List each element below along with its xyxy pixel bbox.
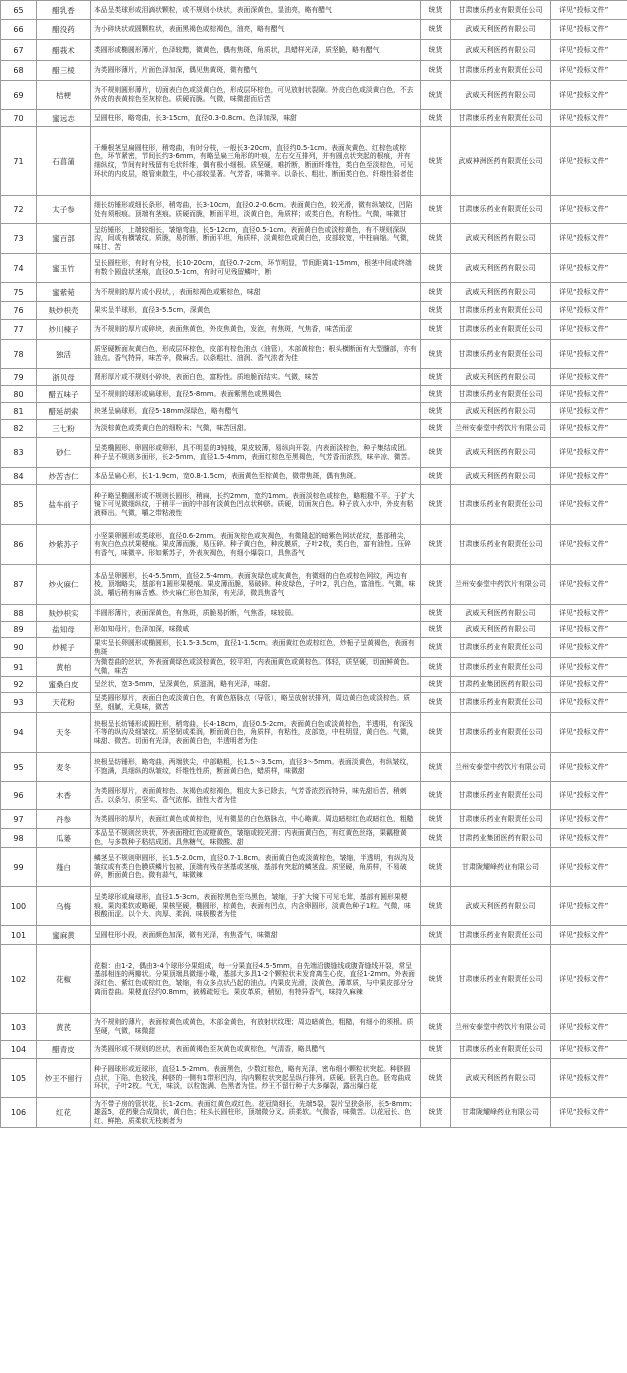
- supplier-cell: 甘肃康乐药业有限责任公司: [451, 693, 551, 713]
- description-cell: 半圆形薄片，表面深黄色，有焦斑，质脆易折断，气焦香，味较弱。: [91, 605, 421, 622]
- description-cell: 呈圆柱形小段，表面颜色加深，微有光泽，有焦香气，味微甜: [91, 926, 421, 945]
- herb-name-cell: 麸炒枳壳: [37, 302, 91, 320]
- note-cell: 详见“投标文件”: [551, 810, 627, 829]
- herb-name-cell: 浙贝母: [37, 369, 91, 386]
- row-number-cell: 83: [1, 438, 37, 468]
- herb-name-cell: 醋没药: [37, 20, 91, 40]
- herb-name-cell: 麸炒枳实: [37, 605, 91, 622]
- grade-cell: 统货: [421, 638, 451, 658]
- herb-name-cell: 炒苦杏仁: [37, 468, 91, 485]
- grade-cell: 统货: [421, 848, 451, 887]
- description-cell: 为类圆形厚片，表面黄棕色、灰褐色或棕褐色，粗皮大多已除去，气芳香浓烈而特异，味先甜后苦，稍刺舌。以条匀、质坚实、香气浓郁、油性大者为佳: [91, 782, 421, 810]
- note-cell: 详见“投标文件”: [551, 468, 627, 485]
- herb-name-cell: 天冬: [37, 713, 91, 753]
- row-number-cell: 82: [1, 420, 37, 438]
- note-cell: 详见“投标文件”: [551, 254, 627, 283]
- herb-name-cell: 砂仁: [37, 438, 91, 468]
- row-number-cell: 86: [1, 525, 37, 565]
- grade-cell: 统货: [421, 887, 451, 926]
- herb-name-cell: 黄柏: [37, 658, 91, 677]
- note-cell: 详见“投标文件”: [551, 302, 627, 320]
- description-cell: 呈不规则的球形或扁球形，直径5-8mm。表面紫黑色或黑褐色: [91, 386, 421, 403]
- table-row: [1, 945, 627, 1014]
- table-row: [1, 810, 627, 829]
- supplier-cell: 兰州安泰堂中药饮片有限公司: [451, 420, 551, 438]
- herb-name-cell: 黄芪: [37, 1014, 91, 1041]
- row-number-cell: 85: [1, 485, 37, 525]
- supplier-cell: 甘肃康乐药业有限责任公司: [451, 926, 551, 945]
- table-row: [1, 829, 627, 848]
- supplier-cell: 甘肃康乐药业有限责任公司: [451, 196, 551, 224]
- table-row: [1, 438, 627, 468]
- row-number-cell: 102: [1, 945, 37, 1014]
- table-row: [1, 420, 627, 438]
- table-row: [1, 1098, 627, 1128]
- row-number-cell: 71: [1, 127, 37, 196]
- herb-name-cell: 蜜紫菀: [37, 283, 91, 302]
- grade-cell: 统货: [421, 254, 451, 283]
- row-number-cell: 84: [1, 468, 37, 485]
- supplier-cell: 甘肃康乐药业有限责任公司: [451, 485, 551, 525]
- description-cell: 呈长圆柱形，有时有分枝，长10-20cm，直径0.7-2cm，环节明显，节间距离1-15mm，根茎中间或终端有数个圆盘状茎痕，直径0.5-1cm，有时可见残留鳞叶，断: [91, 254, 421, 283]
- supplier-cell: 甘肃药业集团医药有限公司: [451, 677, 551, 693]
- supplier-cell: 甘肃康乐药业有限责任公司: [451, 713, 551, 753]
- table-row: [1, 1059, 627, 1098]
- row-number-cell: 105: [1, 1059, 37, 1098]
- table-row: [1, 320, 627, 340]
- note-cell: 详见“投标文件”: [551, 320, 627, 340]
- note-cell: 详见“投标文件”: [551, 945, 627, 1014]
- note-cell: 详见“投标文件”: [551, 605, 627, 622]
- description-cell: 本品呈不规则丝块状，外表面橙红色或橙黄色，皱缩或较光滑；内表面黄白色，有红黄色丝络，果瓤橙黄色，与多数种子粘结成团。具焦糖气，味微酸、甜: [91, 829, 421, 848]
- table-body: [1, 1, 627, 1128]
- description-cell: 呈类圆形厚片，表面白色或淡黄白色，有黄色筋脉点（导管），略呈放射状排列，周边黄白色或淡棕色。质坚，细腻，无臭味，微苦: [91, 693, 421, 713]
- supplier-cell: 甘肃康乐药业有限责任公司: [451, 638, 551, 658]
- table-row: [1, 254, 627, 283]
- table-row: [1, 283, 627, 302]
- note-cell: 详见“投标文件”: [551, 20, 627, 40]
- supplier-cell: 甘肃陇耀峰药业有限公司: [451, 1098, 551, 1128]
- table-row: [1, 340, 627, 369]
- herb-name-cell: 天花粉: [37, 693, 91, 713]
- description-cell: 类圆形或椭圆形薄片，色泽较黯，微黄色，偶有焦斑，角质状，具蜡样光泽，质坚脆，略有醋气: [91, 40, 421, 61]
- table-row: [1, 658, 627, 677]
- herb-name-cell: 醋延胡索: [37, 403, 91, 420]
- grade-cell: 统货: [421, 945, 451, 1014]
- grade-cell: 统货: [421, 926, 451, 945]
- description-cell: 鳞茎呈不规则卵圆形，长1.5-2.0cm，直径0.7-1.8cm。表面黄白色或淡黄棕色，皱缩，半透明，有纵沟及皱纹或有类白色膜质鳞片包被，顶端有残存茎基或茎痕，基部有突起的鳞茎盘。质坚硬，角质样，不易破碎，断面黄白色。微有蒜气，味微辣: [91, 848, 421, 887]
- note-cell: 详见“投标文件”: [551, 782, 627, 810]
- herb-name-cell: 木香: [37, 782, 91, 810]
- supplier-cell: 甘肃陇耀峰药业有限公司: [451, 848, 551, 887]
- herb-name-cell: 炒紫苏子: [37, 525, 91, 565]
- row-number-cell: 79: [1, 369, 37, 386]
- supplier-cell: 甘肃康乐药业有限责任公司: [451, 810, 551, 829]
- note-cell: 详见“投标文件”: [551, 693, 627, 713]
- grade-cell: 统货: [421, 420, 451, 438]
- row-number-cell: 91: [1, 658, 37, 677]
- description-cell: 为不带子房的管状花，长1-2cm。表面红黄色或红色。花冠筒细长，先端5裂，裂片呈狭条形，长5-8mm；雄蕊5，花药聚合成筒状，黄白色；柱头长圆柱形，顶端微分叉。质柔软。气微香，味微苦。以花冠长、色红、鲜艳、质柔软无枝刺者为: [91, 1098, 421, 1128]
- row-number-cell: 95: [1, 753, 37, 782]
- row-number-cell: 80: [1, 386, 37, 403]
- herb-name-cell: 丹参: [37, 810, 91, 829]
- note-cell: 详见“投标文件”: [551, 848, 627, 887]
- table-row: [1, 20, 627, 40]
- herb-name-cell: 红花: [37, 1098, 91, 1128]
- herb-name-cell: 石菖蒲: [37, 127, 91, 196]
- row-number-cell: 97: [1, 810, 37, 829]
- description-cell: 为类圆形的厚片，表面红黄色或黄棕色，见有微显的白色筋脉点，中心略黄。周边暗棕红色或暗红色，粗糙: [91, 810, 421, 829]
- supplier-cell: 武威天利医药有限公司: [451, 605, 551, 622]
- row-number-cell: 75: [1, 283, 37, 302]
- herb-name-cell: 瓜蒌: [37, 829, 91, 848]
- supplier-cell: 武威天利医药有限公司: [451, 283, 551, 302]
- grade-cell: 统货: [421, 658, 451, 677]
- note-cell: 详见“投标文件”: [551, 127, 627, 196]
- row-number-cell: 66: [1, 20, 37, 40]
- grade-cell: 统货: [421, 224, 451, 254]
- supplier-cell: 甘肃药业集团医药有限公司: [451, 829, 551, 848]
- table-row: [1, 926, 627, 945]
- description-cell: 呈类球形或扁球形，直径1.5-3cm。表面棕黑色至乌黑色，皱缩，于扩大镜下可见毛茸，基部有圆形果梗痕。果肉柔软或略硬，果核坚硬，椭圆形，棕黄色，表面有凹点，内含卵圆形，淡黄色种子1粒。气微，味极酸而涩。以个大、肉厚、柔润、味极酸者为佳: [91, 887, 421, 926]
- herb-name-cell: 醋乳香: [37, 1, 91, 20]
- supplier-cell: 武威天利医药有限公司: [451, 369, 551, 386]
- note-cell: 详见“投标文件”: [551, 565, 627, 605]
- herb-name-cell: 蜜玉竹: [37, 254, 91, 283]
- table-row: [1, 485, 627, 525]
- grade-cell: 统货: [421, 1041, 451, 1059]
- note-cell: 详见“投标文件”: [551, 61, 627, 81]
- herb-name-cell: 炒王不留行: [37, 1059, 91, 1098]
- description-cell: 块茎呈扁球形，直径5-18mm深绿色，略有醋气: [91, 403, 421, 420]
- description-cell: 为不规则圆形薄片，切面表白色或淡黄白色，形成层环棕色，可见放射状裂隙。外皮白色或淡黄白色，不去外皮的表黄棕色至灰棕色。质硬而脆。气微，味微甜而后苦: [91, 81, 421, 110]
- supplier-cell: 武威神洲医药有限责任公司: [451, 127, 551, 196]
- supplier-cell: 甘肃康乐药业有限责任公司: [451, 945, 551, 1014]
- row-number-cell: 104: [1, 1041, 37, 1059]
- note-cell: 详见“投标文件”: [551, 1059, 627, 1098]
- note-cell: 详见“投标文件”: [551, 1, 627, 20]
- row-number-cell: 89: [1, 622, 37, 638]
- supplier-cell: 武威天利医药有限公司: [451, 887, 551, 926]
- table-row: [1, 196, 627, 224]
- description-cell: 块根呈纺锤形，略弯曲，两端狭尖，中部略粗，长1.5～3.5cm，直径3～5mm。表面淡黄色，有纵皱纹，不饱满，具细纵的纵皱纹，纤维性性质，断面黄白色，蜡质样，味微甜: [91, 753, 421, 782]
- table-row: [1, 61, 627, 81]
- description-cell: 果实呈长卵圆形或椭圆形，长1.5-3.5cm，直径1-1.5cm。表面黄红色或棕红色，炒栀子呈黄褐色，表面有焦斑: [91, 638, 421, 658]
- note-cell: 详见“投标文件”: [551, 677, 627, 693]
- description-cell: 果实呈半球形，直径3-5.5cm，深黄色: [91, 302, 421, 320]
- note-cell: 详见“投标文件”: [551, 196, 627, 224]
- description-cell: 种子略呈椭圆形或不规则长圆形，稍扁，长约2mm，宽约1mm。表面淡棕色或棕色，略粗糙不平。于扩大镜下可见微细纵纹，于稍平一面的中部有淡黄色凹点状种脐。质硬，切面灰白色。种子放入水中，外皮有粘液释出。气微，嚼之带粘液性: [91, 485, 421, 525]
- note-cell: 详见“投标文件”: [551, 369, 627, 386]
- supplier-cell: 武威天利医药有限公司: [451, 224, 551, 254]
- table-row: [1, 525, 627, 565]
- supplier-cell: 甘肃康乐药业有限责任公司: [451, 320, 551, 340]
- row-number-cell: 87: [1, 565, 37, 605]
- grade-cell: 统货: [421, 468, 451, 485]
- grade-cell: 统货: [421, 110, 451, 127]
- herb-name-cell: 独活: [37, 340, 91, 369]
- supplier-cell: 甘肃康乐药业有限责任公司: [451, 110, 551, 127]
- note-cell: 详见“投标文件”: [551, 40, 627, 61]
- supplier-cell: 甘肃康乐药业有限责任公司: [451, 1, 551, 20]
- supplier-cell: 甘肃康乐药业有限责任公司: [451, 525, 551, 565]
- row-number-cell: 67: [1, 40, 37, 61]
- description-cell: 呈丝状，宽3-5mm，呈深黄色，质滋润，略有光泽，味甜。: [91, 677, 421, 693]
- table-row: [1, 468, 627, 485]
- grade-cell: 统货: [421, 1, 451, 20]
- description-cell: 呈圆柱形，略弯曲，长3-15cm，直径0.3-0.8cm。色泽加深，味甜: [91, 110, 421, 127]
- grade-cell: 统货: [421, 565, 451, 605]
- grade-cell: 统货: [421, 320, 451, 340]
- grade-cell: 统货: [421, 622, 451, 638]
- herb-name-cell: 炒火麻仁: [37, 565, 91, 605]
- supplier-cell: 武威天利医药有限公司: [451, 622, 551, 638]
- note-cell: 详见“投标文件”: [551, 753, 627, 782]
- grade-cell: 统货: [421, 403, 451, 420]
- supplier-cell: 甘肃康乐药业有限责任公司: [451, 61, 551, 81]
- herb-name-cell: 醋莪术: [37, 40, 91, 61]
- description-cell: 形如知母片，色泽加深，味微咸: [91, 622, 421, 638]
- note-cell: 详见“投标文件”: [551, 658, 627, 677]
- note-cell: 详见“投标文件”: [551, 829, 627, 848]
- note-cell: 详见“投标文件”: [551, 81, 627, 110]
- grade-cell: 统货: [421, 810, 451, 829]
- grade-cell: 统货: [421, 302, 451, 320]
- table-row: [1, 224, 627, 254]
- herb-name-cell: 乌梅: [37, 887, 91, 926]
- table-row: [1, 386, 627, 403]
- grade-cell: 统货: [421, 1014, 451, 1041]
- herb-name-cell: 太子参: [37, 196, 91, 224]
- grade-cell: 统货: [421, 40, 451, 61]
- herb-name-cell: 桔梗: [37, 81, 91, 110]
- table-row: [1, 1014, 627, 1041]
- description-cell: 为类圆形或不规则的丝状，表面黄褐色至灰黄色或黄棕色，气清香，略具醋气: [91, 1041, 421, 1059]
- herb-name-cell: 麦冬: [37, 753, 91, 782]
- table-row: [1, 622, 627, 638]
- herb-name-cell: 薤白: [37, 848, 91, 887]
- supplier-cell: 武威天利医药有限公司: [451, 468, 551, 485]
- description-cell: 为小碎块状或圆颗粒状，表面黑褐色或棕褐色，油亮，略有醋气: [91, 20, 421, 40]
- description-cell: 细长纺锤形或细长条形，稍弯曲，长3-10cm，直径0.2-0.6cm。表面黄白色，较光滑，微有纵皱纹，凹陷处有须根痕。顶端有茎痕。质硬而脆，断面平坦，淡黄白色，角质样；或类白色，有粉性。气微，味微甘: [91, 196, 421, 224]
- herb-name-cell: 蜜桑白皮: [37, 677, 91, 693]
- note-cell: 详见“投标文件”: [551, 926, 627, 945]
- description-cell: 肾形厚片或不规则小碎块，表面白色，富粉性。质地脆而结实。气微，味苦: [91, 369, 421, 386]
- supplier-cell: 武威天利医药有限公司: [451, 438, 551, 468]
- row-number-cell: 77: [1, 320, 37, 340]
- description-cell: 本品呈卵圆形，长4-5.5mm，直径2.5-4mm。表面灰绿色或灰黄色，有微细的白色或棕色网纹，两边有棱，顶端略尖，基部有1圆形果梗痕。果皮薄而脆，易破碎。种皮绿色，子叶2，乳白色，富油性。气微，味淡。嚼后稍有麻舌感。炒火麻仁形色加深，有光泽，微具焦香气: [91, 565, 421, 605]
- row-number-cell: 69: [1, 81, 37, 110]
- herb-name-cell: 花椒: [37, 945, 91, 1014]
- grade-cell: 统货: [421, 20, 451, 40]
- description-cell: 为不规则的薄片，表面棕黄色或黄色，木部金黄色，有放射状纹理；周边暗黄色，粗糙，有细小的须根。质坚硬，气微，味微甜: [91, 1014, 421, 1041]
- herb-name-cell: 盐知母: [37, 622, 91, 638]
- table-row: [1, 753, 627, 782]
- note-cell: 详见“投标文件”: [551, 622, 627, 638]
- note-cell: 详见“投标文件”: [551, 386, 627, 403]
- table-row: [1, 887, 627, 926]
- grade-cell: 统货: [421, 605, 451, 622]
- row-number-cell: 68: [1, 61, 37, 81]
- supplier-cell: 甘肃康乐药业有限责任公司: [451, 1041, 551, 1059]
- herb-name-cell: 醋三棱: [37, 61, 91, 81]
- note-cell: 详见“投标文件”: [551, 340, 627, 369]
- grade-cell: 统货: [421, 1098, 451, 1128]
- herb-name-cell: 三七粉: [37, 420, 91, 438]
- description-cell: 小坚果卵圆形或类球形，直径0.6-2mm。表面灰棕色或灰褐色，有微隆起的暗紫色网状花纹，基部稍尖，有灰白色点状果梗痕。果皮薄而脆，易压碎。种子黄白色，种皮膜质，子叶2枚，类白色，富有油性。压碎有香气，味微辛。形如紫苏子，外表灰褐色，有细小爆裂口，具焦香气: [91, 525, 421, 565]
- note-cell: 详见“投标文件”: [551, 1098, 627, 1128]
- table-row: [1, 677, 627, 693]
- row-number-cell: 78: [1, 340, 37, 369]
- grade-cell: 统货: [421, 677, 451, 693]
- description-cell: 种子圆球形或近球形，直径1.5-2mm。表面黑色，少数红棕色，略有光泽，密布细小颗粒状突起。种脐圆点状，下陷，色较浅，种脐的一侧有1带形凹沟，沟内颗粒状突起呈纵行排列。质硬。胚乳白色。胚弯曲成环状，子叶2枚。气无，味淡，以粒饱满、色黑者为佳。炒王不留行种子大多爆裂，露出爆白花: [91, 1059, 421, 1098]
- supplier-cell: 兰州安泰堂中药饮片有限公司: [451, 565, 551, 605]
- description-cell: 为类圆形薄片，片面色泽加深，偶见焦黄斑，微有醋气: [91, 61, 421, 81]
- supplier-cell: 甘肃康乐药业有限责任公司: [451, 782, 551, 810]
- supplier-cell: 甘肃康乐药业有限责任公司: [451, 302, 551, 320]
- row-number-cell: 101: [1, 926, 37, 945]
- description-cell: 质坚硬断面灰黄白色，形成层环棕色，皮部有棕色油点（油管），木部黄棕色；根头横断面有大型髓部，亦有油点。香气特异，味苦辛，微麻舌。以条粗壮、油润、香气浓者为佳: [91, 340, 421, 369]
- note-cell: 详见“投标文件”: [551, 283, 627, 302]
- note-cell: 详见“投标文件”: [551, 638, 627, 658]
- supplier-cell: 兰州安泰堂中药饮片有限公司: [451, 753, 551, 782]
- table-row: [1, 127, 627, 196]
- supplier-cell: 甘肃康乐药业有限责任公司: [451, 386, 551, 403]
- description-cell: 本品呈扁心形，长1-1.9cm，宽0.8-1.5cm，表面黄色至棕黄色，微带焦斑，偶有焦斑。: [91, 468, 421, 485]
- row-number-cell: 76: [1, 302, 37, 320]
- row-number-cell: 98: [1, 829, 37, 848]
- grade-cell: 统货: [421, 525, 451, 565]
- row-number-cell: 73: [1, 224, 37, 254]
- grade-cell: 统货: [421, 438, 451, 468]
- grade-cell: 统货: [421, 196, 451, 224]
- table-row: [1, 605, 627, 622]
- note-cell: 详见“投标文件”: [551, 1041, 627, 1059]
- note-cell: 详见“投标文件”: [551, 110, 627, 127]
- description-cell: 本品呈类球形或泪滴状颗粒，或不规则小块状，表面深黄色，显油亮，略有醋气: [91, 1, 421, 20]
- table-row: [1, 1041, 627, 1059]
- row-number-cell: 100: [1, 887, 37, 926]
- supplier-cell: 兰州安泰堂中药饮片有限公司: [451, 1014, 551, 1041]
- table-row: [1, 713, 627, 753]
- note-cell: 详见“投标文件”: [551, 224, 627, 254]
- grade-cell: 统货: [421, 753, 451, 782]
- grade-cell: 统货: [421, 283, 451, 302]
- description-cell: 为不规则的厚片或小段状，，表面棕褐色或紫棕色，味甜: [91, 283, 421, 302]
- table-row: [1, 782, 627, 810]
- supplier-cell: 武威天利医药有限公司: [451, 40, 551, 61]
- supplier-cell: 甘肃康乐药业有限责任公司: [451, 340, 551, 369]
- grade-cell: 统货: [421, 713, 451, 753]
- grade-cell: 统货: [421, 61, 451, 81]
- row-number-cell: 94: [1, 713, 37, 753]
- herb-name-cell: 炒川楝子: [37, 320, 91, 340]
- row-number-cell: 93: [1, 693, 37, 713]
- table-row: [1, 81, 627, 110]
- table-row: [1, 302, 627, 320]
- grade-cell: 统货: [421, 782, 451, 810]
- grade-cell: 统货: [421, 693, 451, 713]
- note-cell: 详见“投标文件”: [551, 713, 627, 753]
- supplier-cell: 甘肃康乐药业有限责任公司: [451, 658, 551, 677]
- grade-cell: 统货: [421, 127, 451, 196]
- supplier-cell: 武威天利医药有限公司: [451, 403, 551, 420]
- row-number-cell: 92: [1, 677, 37, 693]
- table-row: [1, 565, 627, 605]
- description-cell: 为微卷曲的丝状，外表面黄绿色或淡棕黄色，较平坦，内表面黄色或黄棕色。体轻，质坚硬，切面鲜黄色。气微，味苦: [91, 658, 421, 677]
- table-row: [1, 848, 627, 887]
- supplier-cell: 武威天利医药有限公司: [451, 1059, 551, 1098]
- row-number-cell: 74: [1, 254, 37, 283]
- row-number-cell: 99: [1, 848, 37, 887]
- grade-cell: 统货: [421, 829, 451, 848]
- row-number-cell: 103: [1, 1014, 37, 1041]
- note-cell: 详见“投标文件”: [551, 887, 627, 926]
- note-cell: 详见“投标文件”: [551, 438, 627, 468]
- note-cell: 详见“投标文件”: [551, 485, 627, 525]
- description-cell: 为不规则的厚片或碎块，表面焦黄色，外皮焦黄色，发泡，有焦斑，气焦香，味苦而涩: [91, 320, 421, 340]
- row-number-cell: 72: [1, 196, 37, 224]
- grade-cell: 统货: [421, 369, 451, 386]
- table-row: [1, 110, 627, 127]
- note-cell: 详见“投标文件”: [551, 403, 627, 420]
- row-number-cell: 81: [1, 403, 37, 420]
- herb-name-cell: 炒栀子: [37, 638, 91, 658]
- note-cell: 详见“投标文件”: [551, 525, 627, 565]
- table-row: [1, 40, 627, 61]
- note-cell: 详见“投标文件”: [551, 420, 627, 438]
- description-cell: 为淡棕黄色或类黄白色的细粉末；气微，味苦回甜。: [91, 420, 421, 438]
- herb-name-cell: 醋五味子: [37, 386, 91, 403]
- note-cell: 详见“投标文件”: [551, 1014, 627, 1041]
- herb-name-cell: 蜜麻黄: [37, 926, 91, 945]
- row-number-cell: 70: [1, 110, 37, 127]
- description-cell: 花椒：由1-2，偶由3-4个球形分果组成，每一分果直径4.5-5mm，自先端沿腹缝线或腹背缝线开裂，常呈基部相连的两瓣状。分果顶端具微细小喙，基部大多具1-2个颗粒状未发育离生心皮，直径1-2mm。外表面深红色、紫红色或棕红色，皱缩，有众多点状凸起的油点。内果皮光滑，淡黄色，薄革质，与中果皮部分分离而卷曲。果梗直径约0.8mm，被稀疏短毛。果皮革质，稍韧，有特异香气，味持久麻辣: [91, 945, 421, 1014]
- herb-name-cell: 醋青皮: [37, 1041, 91, 1059]
- table-row: [1, 403, 627, 420]
- grade-cell: 统货: [421, 386, 451, 403]
- supplier-cell: 武威天利医药有限公司: [451, 254, 551, 283]
- table-row: [1, 693, 627, 713]
- grade-cell: 统货: [421, 81, 451, 110]
- table-row: [1, 369, 627, 386]
- row-number-cell: 106: [1, 1098, 37, 1128]
- supplier-cell: 武威天利医药有限公司: [451, 81, 551, 110]
- grade-cell: 统货: [421, 340, 451, 369]
- herb-name-cell: 蜜远志: [37, 110, 91, 127]
- table-row: [1, 1, 627, 20]
- description-cell: 呈类椭圆形、卵圆形或卵形，具不明显的3钝棱，果皮较薄，易纵向开裂，内表面淡棕色，种子集结成团。种子呈不规则多面形，长2-5mm，直径1.5-4mm，表面红棕色至黑褐色，气芳香而浓烈，味辛凉、微苦。: [91, 438, 421, 468]
- supplier-cell: 武威天利医药有限公司: [451, 20, 551, 40]
- row-number-cell: 65: [1, 1, 37, 20]
- row-number-cell: 96: [1, 782, 37, 810]
- row-number-cell: 88: [1, 605, 37, 622]
- description-cell: 呈纺锤形，上端较细长，皱缩弯曲，长5-12cm，直径0.5-1cm。表面黄白色或淡棕黄色，有不规则深纵沟，间或有横皱纹。质脆，易折断，断面平坦，角质样，淡黄棕色或黄白色，皮部较宽，中柱扁缩。气微，味甘、苦: [91, 224, 421, 254]
- grade-cell: 统货: [421, 485, 451, 525]
- herb-name-cell: 蜜百部: [37, 224, 91, 254]
- grade-cell: 统货: [421, 1059, 451, 1098]
- description-cell: 块根呈长纺锤形或圆柱形，稍弯曲，长4-18cm，直径0.5-2cm。表面黄白色或淡黄棕色，半透明，有深浅不等的纵沟及细皱纹。质坚韧或柔润，断面黄白色，角质样，有粘性，皮部宽，中柱明显，黄白色。气微，味甜、微苦。切面有光泽，表面黄白色，半透明者为佳: [91, 713, 421, 753]
- row-number-cell: 90: [1, 638, 37, 658]
- herb-name-cell: 盐车前子: [37, 485, 91, 525]
- description-cell: 干燥根茎呈扁圆柱形，稍弯曲，有时分枝，一般长3-20cm，直径约0.5-1cm。表面灰黄色、红棕色或棕色，环节紧密，节间长约3-6mm，有略呈扁三角形的叶痕，左右交互排列，并有圆点状突起的根痕，并有细纵纹，节间有时残留有毛状纤维，偶有极小细根。质坚硬，难折断，断面纤维性，类白色至淡棕色，可见环状的内皮层，维管束散生，中心部较显著。气芳香，味微辛。以条长、粗壮、断面类白色、纤维性弱者佳: [91, 127, 421, 196]
- table-row: [1, 638, 627, 658]
